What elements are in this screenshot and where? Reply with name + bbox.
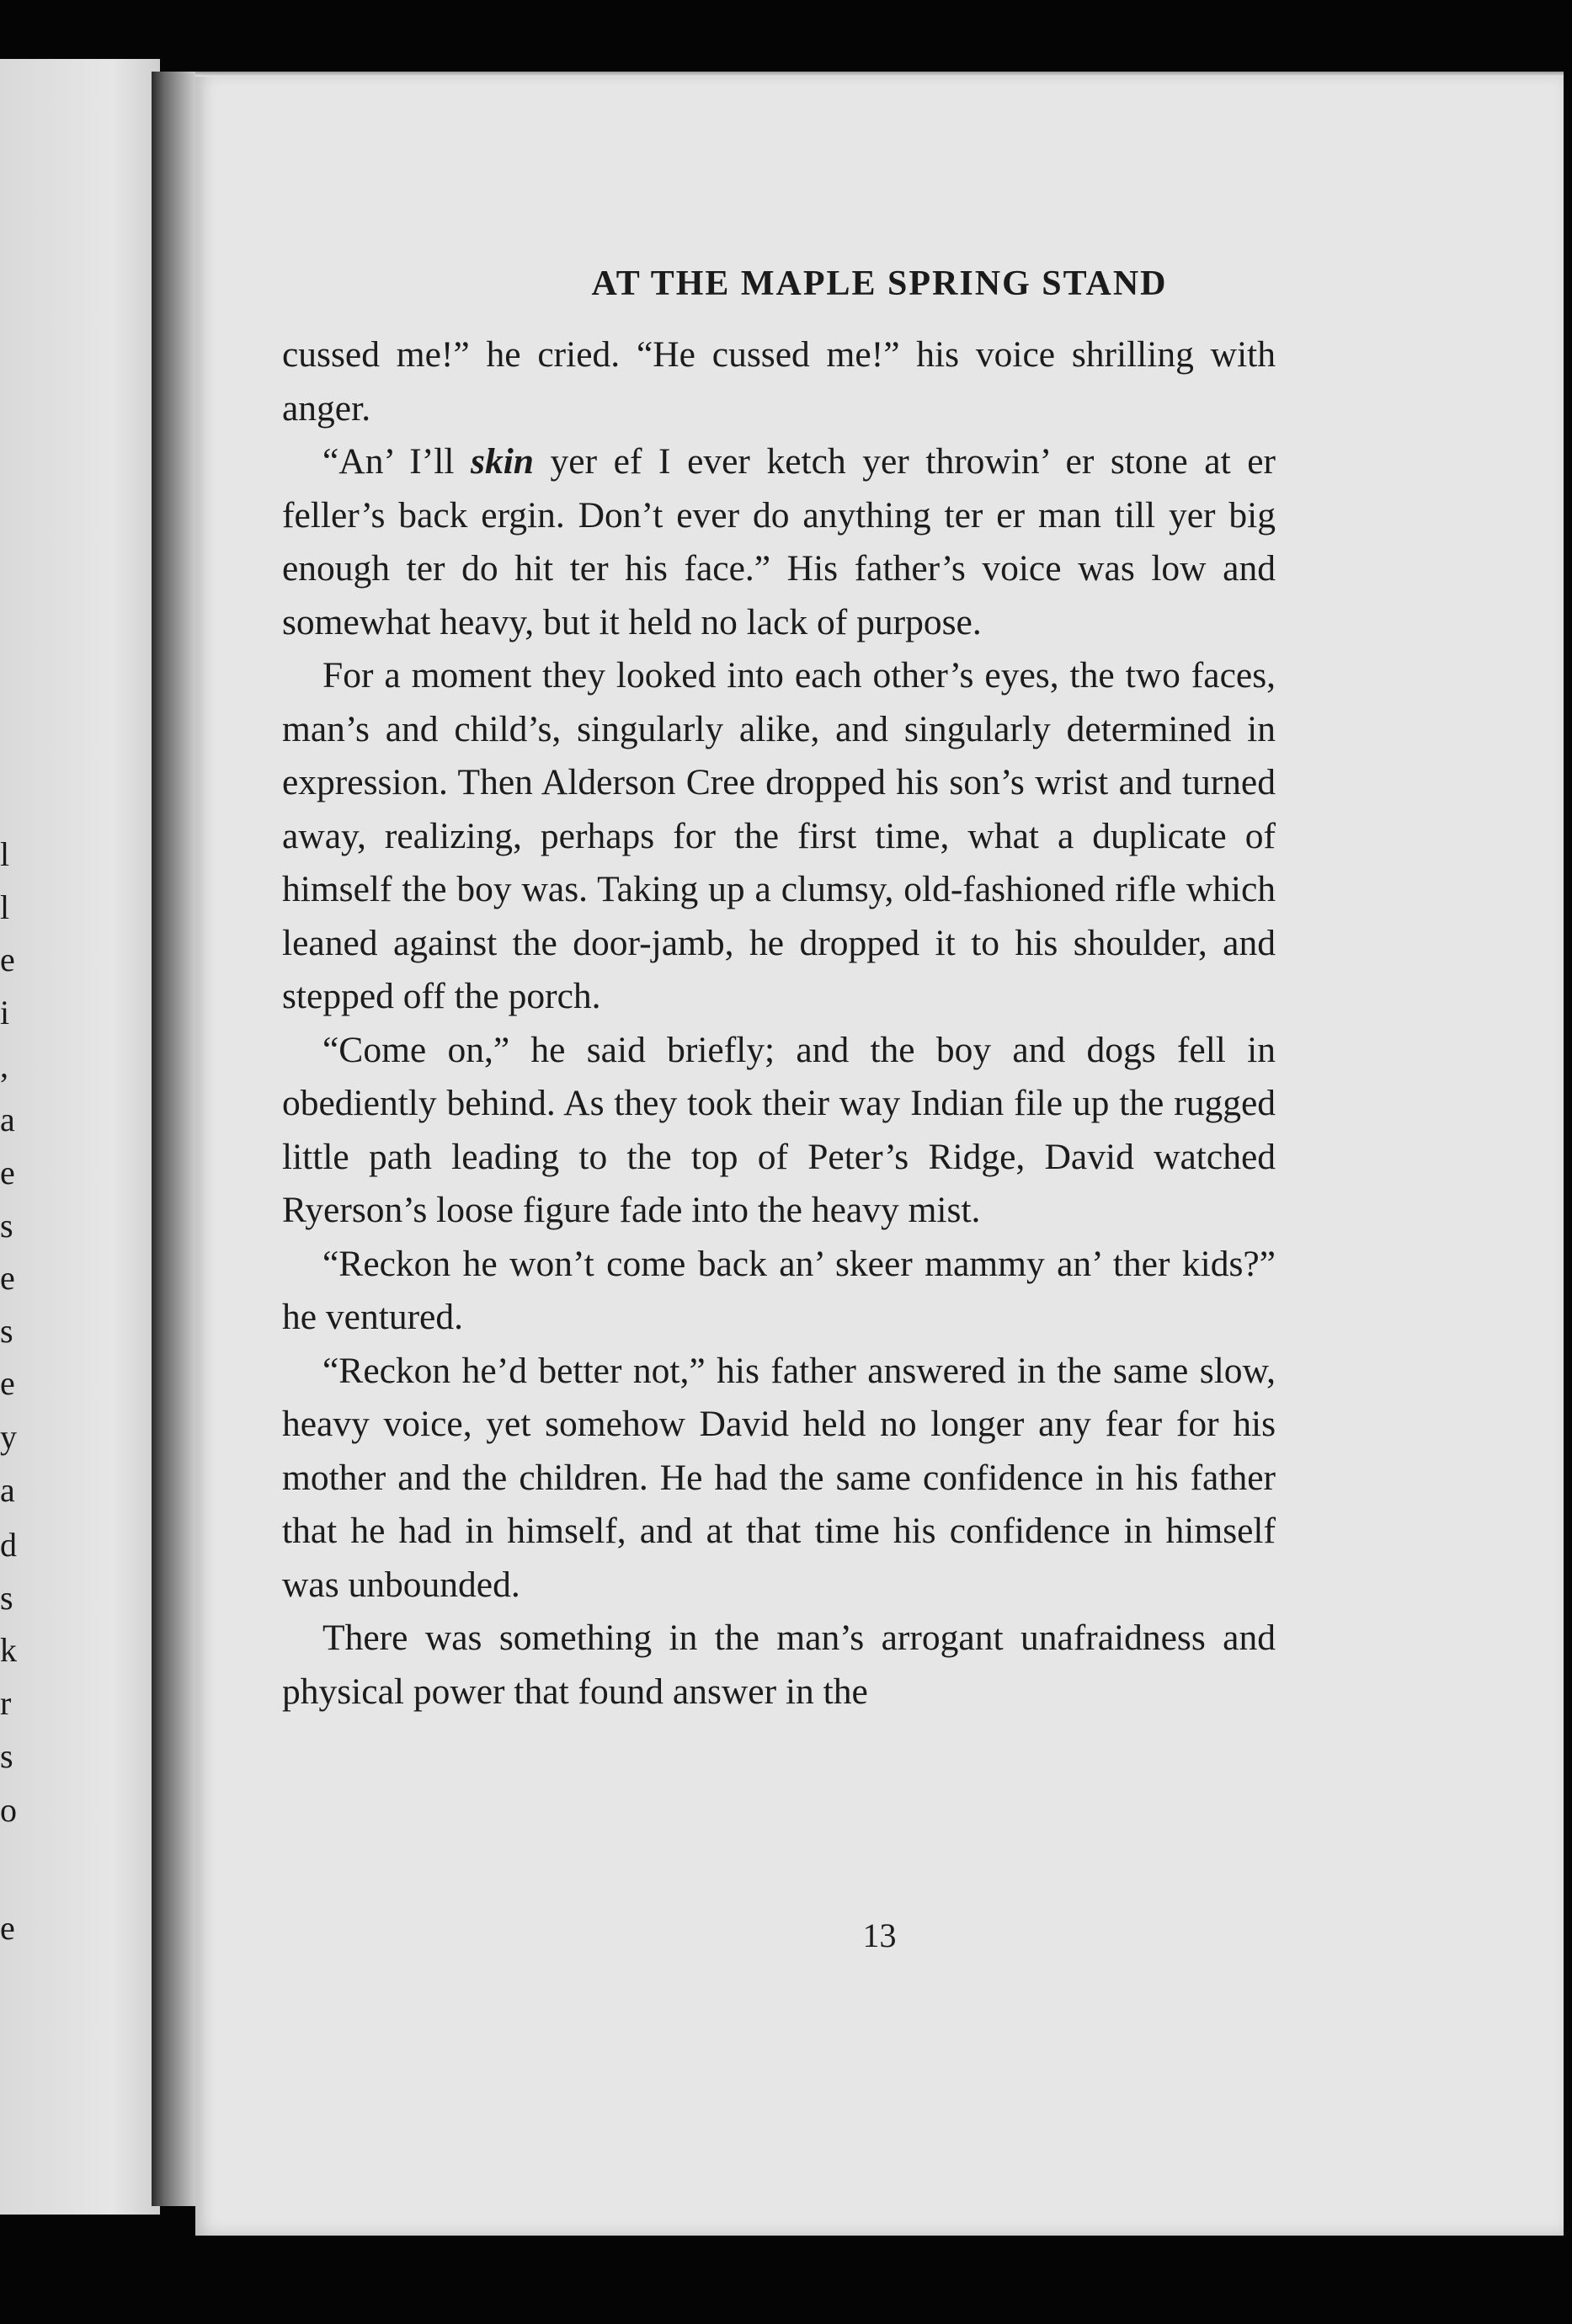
left-letter: e bbox=[0, 1364, 15, 1402]
paragraph: “Come on,” he said briefly; and the boy and dogs fell in obediently behind. As they took their way Indian file up the rugged little path leading to the top of Peter’s Ridge, David watched Ryerson’s loose figure fade into the heavy mist. bbox=[282, 1029, 1276, 1230]
emphasis-text: skin bbox=[471, 441, 534, 482]
left-letter: s bbox=[0, 1312, 13, 1350]
paragraph bbox=[282, 435, 1276, 649]
left-letter: o bbox=[0, 1791, 17, 1829]
left-letter: e bbox=[0, 1259, 15, 1297]
paragraph: cussed me!” he cried. “He cussed me!” his voice shrilling with anger. bbox=[282, 334, 1276, 429]
paragraph: “Reckon he’d better not,” his father answered in the same slow, heavy voice, yet somehow David held no longer any fear for his mother and the children. He had the same confidence in his father that he had in himself, and at that time his confidence in himself was unbounded. bbox=[282, 1350, 1276, 1605]
left-letter: y bbox=[0, 1418, 17, 1456]
left-letter: a bbox=[0, 1101, 15, 1138]
body-text bbox=[282, 328, 1276, 1719]
left-letter: i bbox=[0, 994, 10, 1031]
left-letter: , bbox=[0, 1047, 8, 1085]
running-head: AT THE MAPLE SPRING STAND bbox=[591, 264, 1168, 303]
paragraph: “Reckon he won’t come back an’ skeer mammy an’ ther kids?” he ventured. bbox=[282, 1243, 1276, 1337]
left-letter: s bbox=[0, 1737, 13, 1775]
book-gutter bbox=[152, 72, 202, 2206]
left-letter: e bbox=[0, 1909, 15, 1947]
left-page-cut-text bbox=[0, 59, 34, 2215]
paragraph: For a moment they looked into each other’s eyes, the two faces, man’s and child’s, singularly alike, and singularly determined in expression. Then Alderson Cree dropped his son’s wrist and turned away, realizing, perhaps for the first time, what a duplicate of himself the boy was. Taking up a clumsy, old-fashioned rifle which leaned against the door-jamb, he dropped it to his shoulder, and stepped off the porch. bbox=[282, 655, 1276, 1016]
left-letter: l bbox=[0, 888, 10, 926]
left-letter: d bbox=[0, 1526, 17, 1564]
paragraph-text: “An’ I’ll bbox=[322, 441, 472, 482]
page-top-edge bbox=[195, 72, 1564, 77]
right-page bbox=[195, 72, 1564, 2236]
left-page-edge bbox=[0, 59, 160, 2215]
page-number: 13 bbox=[862, 1916, 897, 1954]
left-letter: l bbox=[0, 835, 10, 873]
left-letter: s bbox=[0, 1207, 13, 1245]
left-letter: r bbox=[0, 1684, 12, 1722]
left-letter: s bbox=[0, 1579, 13, 1617]
paragraph-text: yer ef I ever ketch yer throwin’ er stone at er feller’s back ergin. Don’t ever do anything ter er man till yer big enough ter do hit ter his face.” His father’s voice was low and somewhat heavy, but it held no lack of purpose. bbox=[282, 441, 1276, 642]
left-letter: a bbox=[0, 1471, 15, 1509]
left-letter: e bbox=[0, 941, 15, 978]
left-letter: k bbox=[0, 1631, 17, 1669]
paragraph: There was something in the man’s arrogant unafraidness and physical power that found answer in the bbox=[282, 1618, 1276, 1712]
left-letter: e bbox=[0, 1154, 15, 1191]
